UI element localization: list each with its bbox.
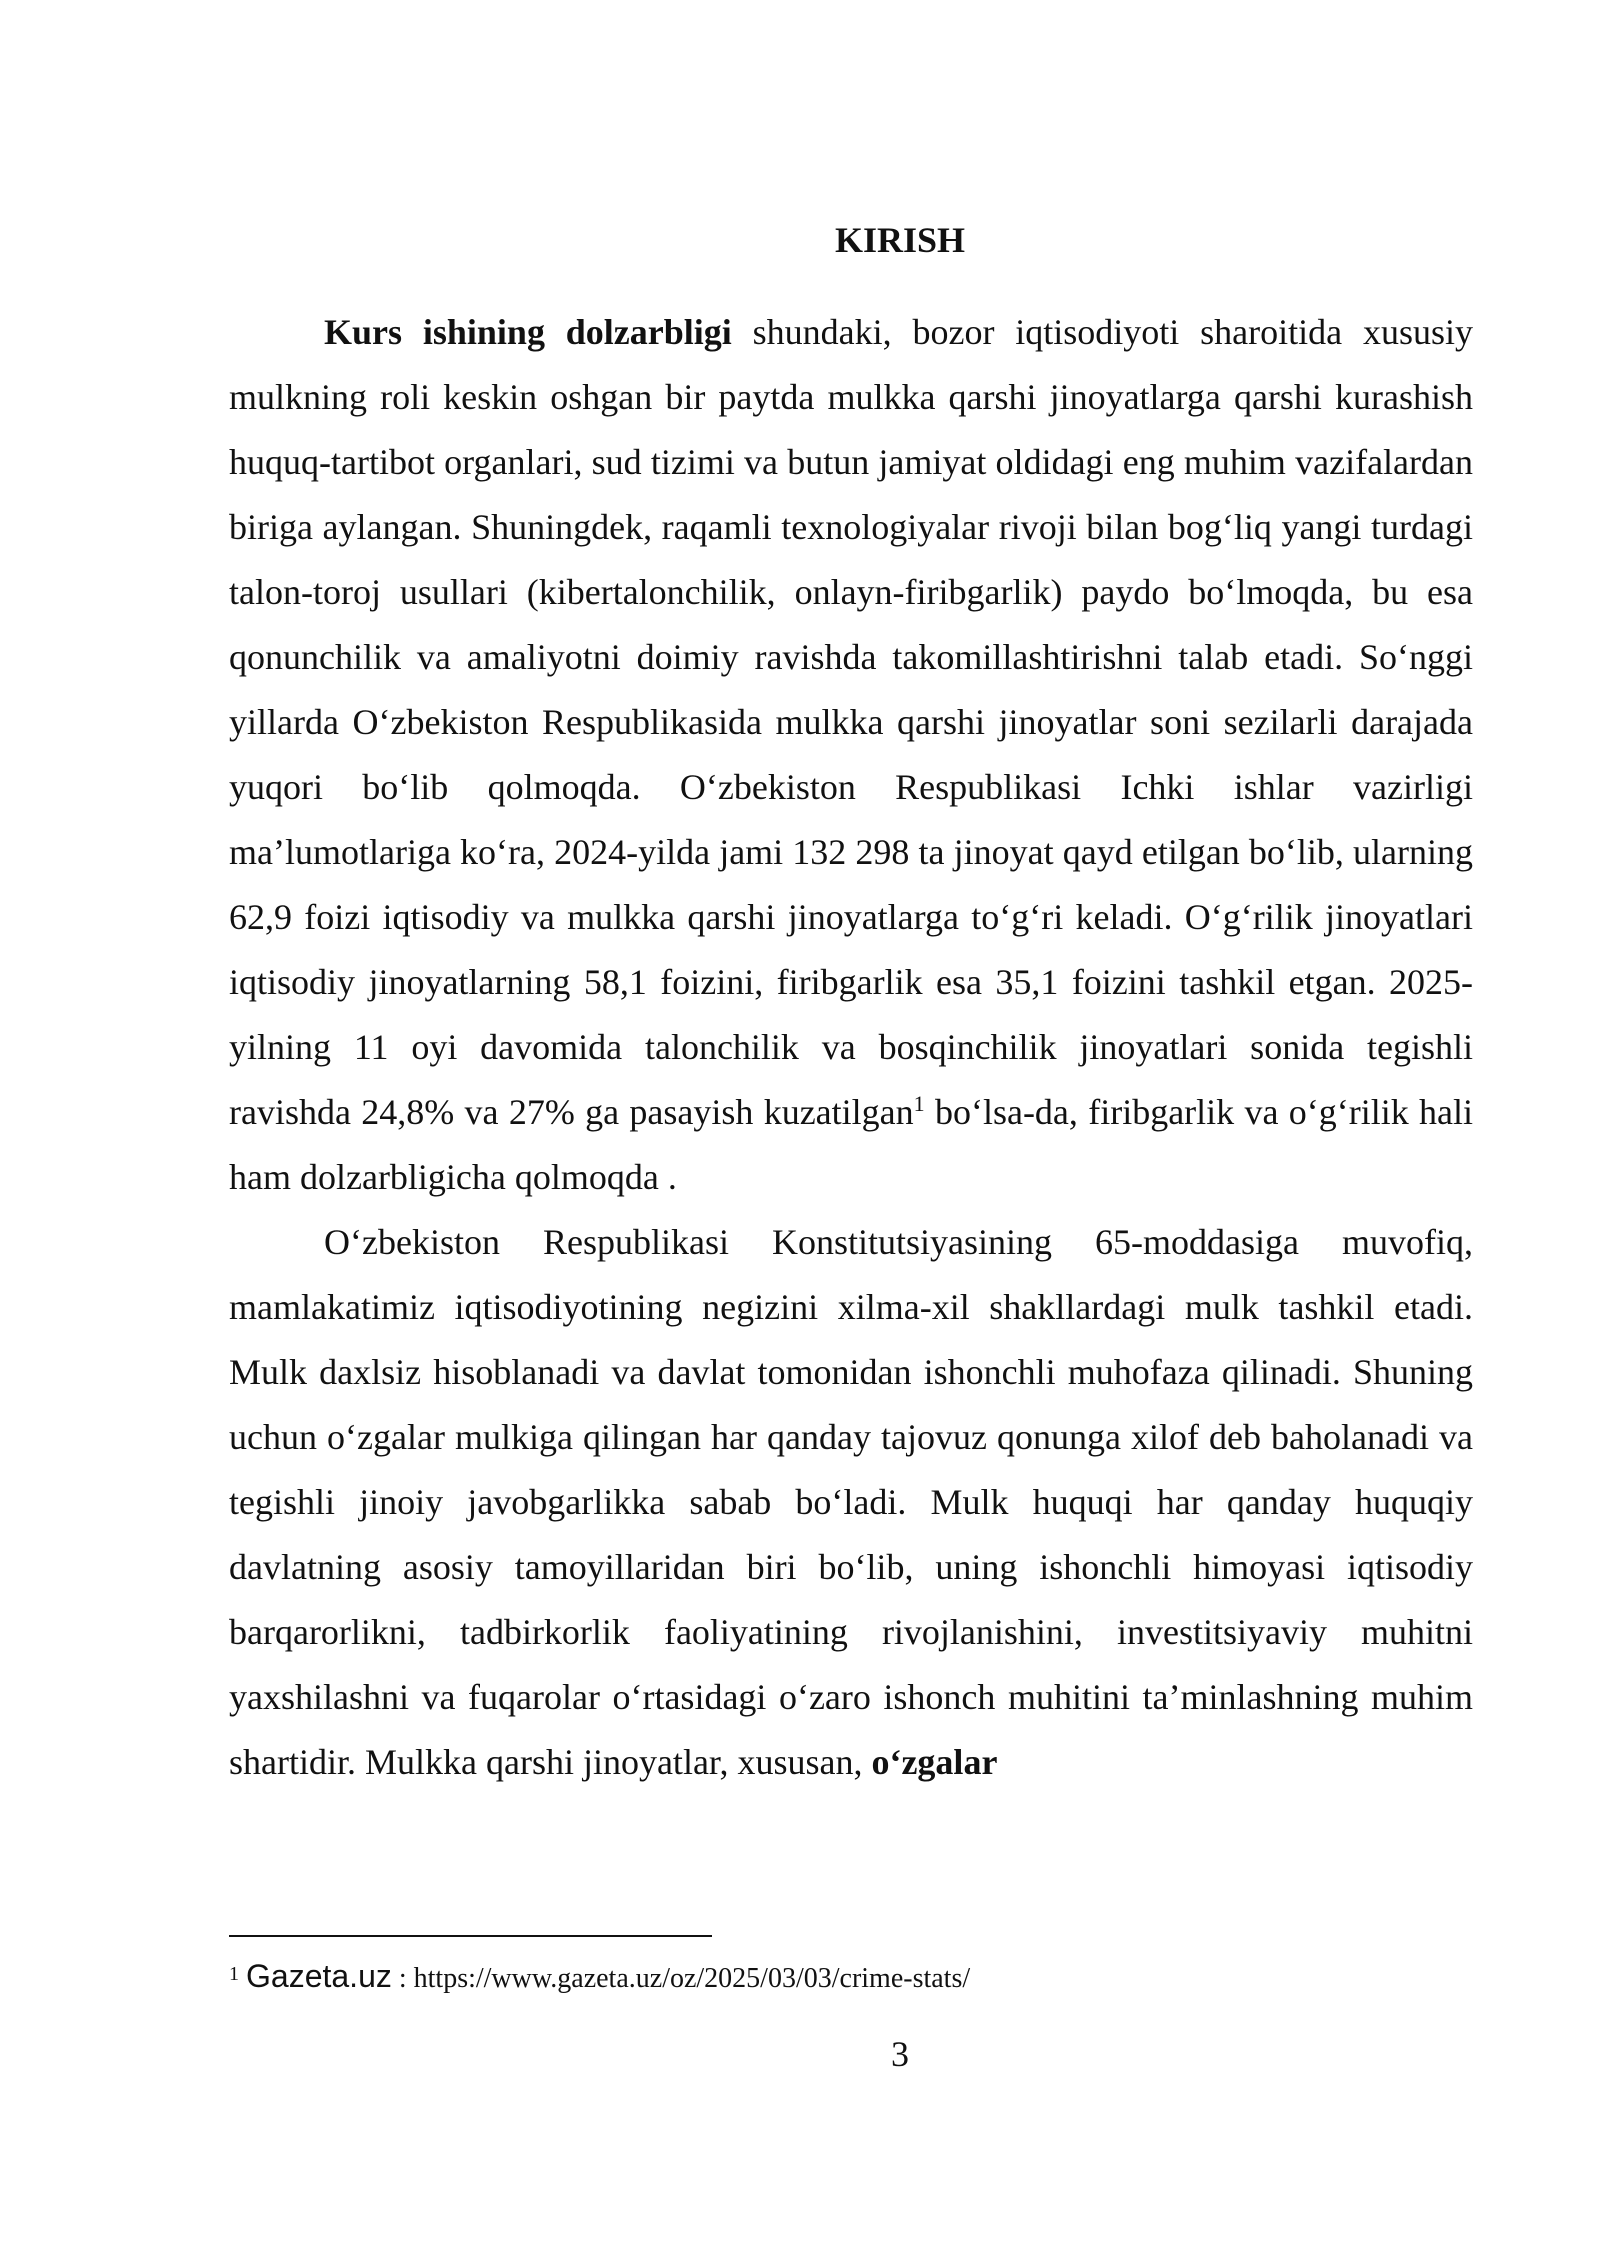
footnote xyxy=(229,1956,1473,1999)
footnote-url-link[interactable]: https://www.gazeta.uz/oz/2025/03/03/crime-stats/ xyxy=(413,1963,971,1994)
footnote-separator: : xyxy=(391,1963,414,1994)
relevance-heading: Kurs ishining dolzarbligi xyxy=(324,312,732,352)
footnote-divider xyxy=(229,1935,712,1937)
footnote-number: 1 xyxy=(229,1963,239,1985)
footnote-reference[interactable]: 1 xyxy=(913,1091,925,1116)
paragraph-constitution xyxy=(229,1210,1473,1795)
page-number: 3 xyxy=(891,2034,909,2074)
constitution-trailing-bold: o‘zgalar xyxy=(871,1742,998,1782)
footnote-source: Gazeta.uz xyxy=(246,1958,392,1994)
relevance-text: shundaki, bozor iqtisodiyoti sharoitida xususiy mulkning roli keskin oshgan bir paytda mulkka qarshi jinoyatlarga qarshi kurashish huquq-tartibot organlari, sud tizimi va butun jamiyat oldidagi eng muhim vazifalardan biriga aylangan. Shuningdek, raqamli texnologiyalar rivoji bilan bog‘liq yangi turdagi talon-toroj usullari (kibertalonchilik, onlayn-firibgarlik) paydo bo‘lmoqda, bu esa qonunchilik va amaliyotni doimiy ravishda takomillashtirishni talab etadi. So‘nggi yillarda O‘zbekiston Respublikasida mulkka qarshi jinoyatlar soni sezilarli darajada yuqori bo‘lib qolmoqda. O‘zbekiston Respublikasi Ichki ishlar vazirligi ma’lumotlariga ko‘ra, 2024-yilda jami 132 298 ta jinoyat qayd etilgan bo‘lib, ularning 62,9 foizi iqtisodiy va mulkka qarshi jinoyatlarga to‘g‘ri keladi. O‘g‘rilik jinoyatlari iqtisodiy jinoyatlarning 58,1 foizini, firibgarlik esa 35,1 foizini tashkil etgan. 2025-yilning 11 oyi davomida talonchilik va bosqinchilik jinoyatlari sonida tegishli ravishda 24,8% va 27% ga pasayish kuzatilgan xyxy=(229,312,1473,1132)
section-title: KIRISH xyxy=(834,220,966,260)
constitution-text: O‘zbekiston Respublikasi Konstitutsiyasining 65-moddasiga muvofiq, mamlakatimiz iqtisodiyotining negizini xilma-xil shakllardagi mulk tashkil etadi. Mulk daxlsiz hisoblanadi va davlat tomonidan ishonchli muhofaza qilinadi. Shuning uchun o‘zgalar mulkiga qilingan har qanday tajovuz qonunga xilof deb baholanadi va tegishli jinoiy javobgarlikka sabab bo‘ladi. Mulk huquqi har qanday huquqiy davlatning asosiy tamoyillaridan biri bo‘lib, uning ishonchli himoyasi iqtisodiy barqarorlikni, tadbirkorlik faoliyatining rivojlanishini, investitsiyaviy muhitni yaxshilashni va fuqarolar o‘rtasidagi o‘zaro ishonch muhitini ta’minlashning muhim shartidir. Mulkka qarshi jinoyatlar, xususan, xyxy=(229,1222,1473,1782)
paragraph-relevance xyxy=(229,300,1473,1210)
relevance-text-continued: bo‘lsa-da, firibgarlik va o‘g‘rilik hali ham dolzarbligicha qolmoqda . xyxy=(229,1092,1474,1197)
body-text xyxy=(229,300,1473,1795)
